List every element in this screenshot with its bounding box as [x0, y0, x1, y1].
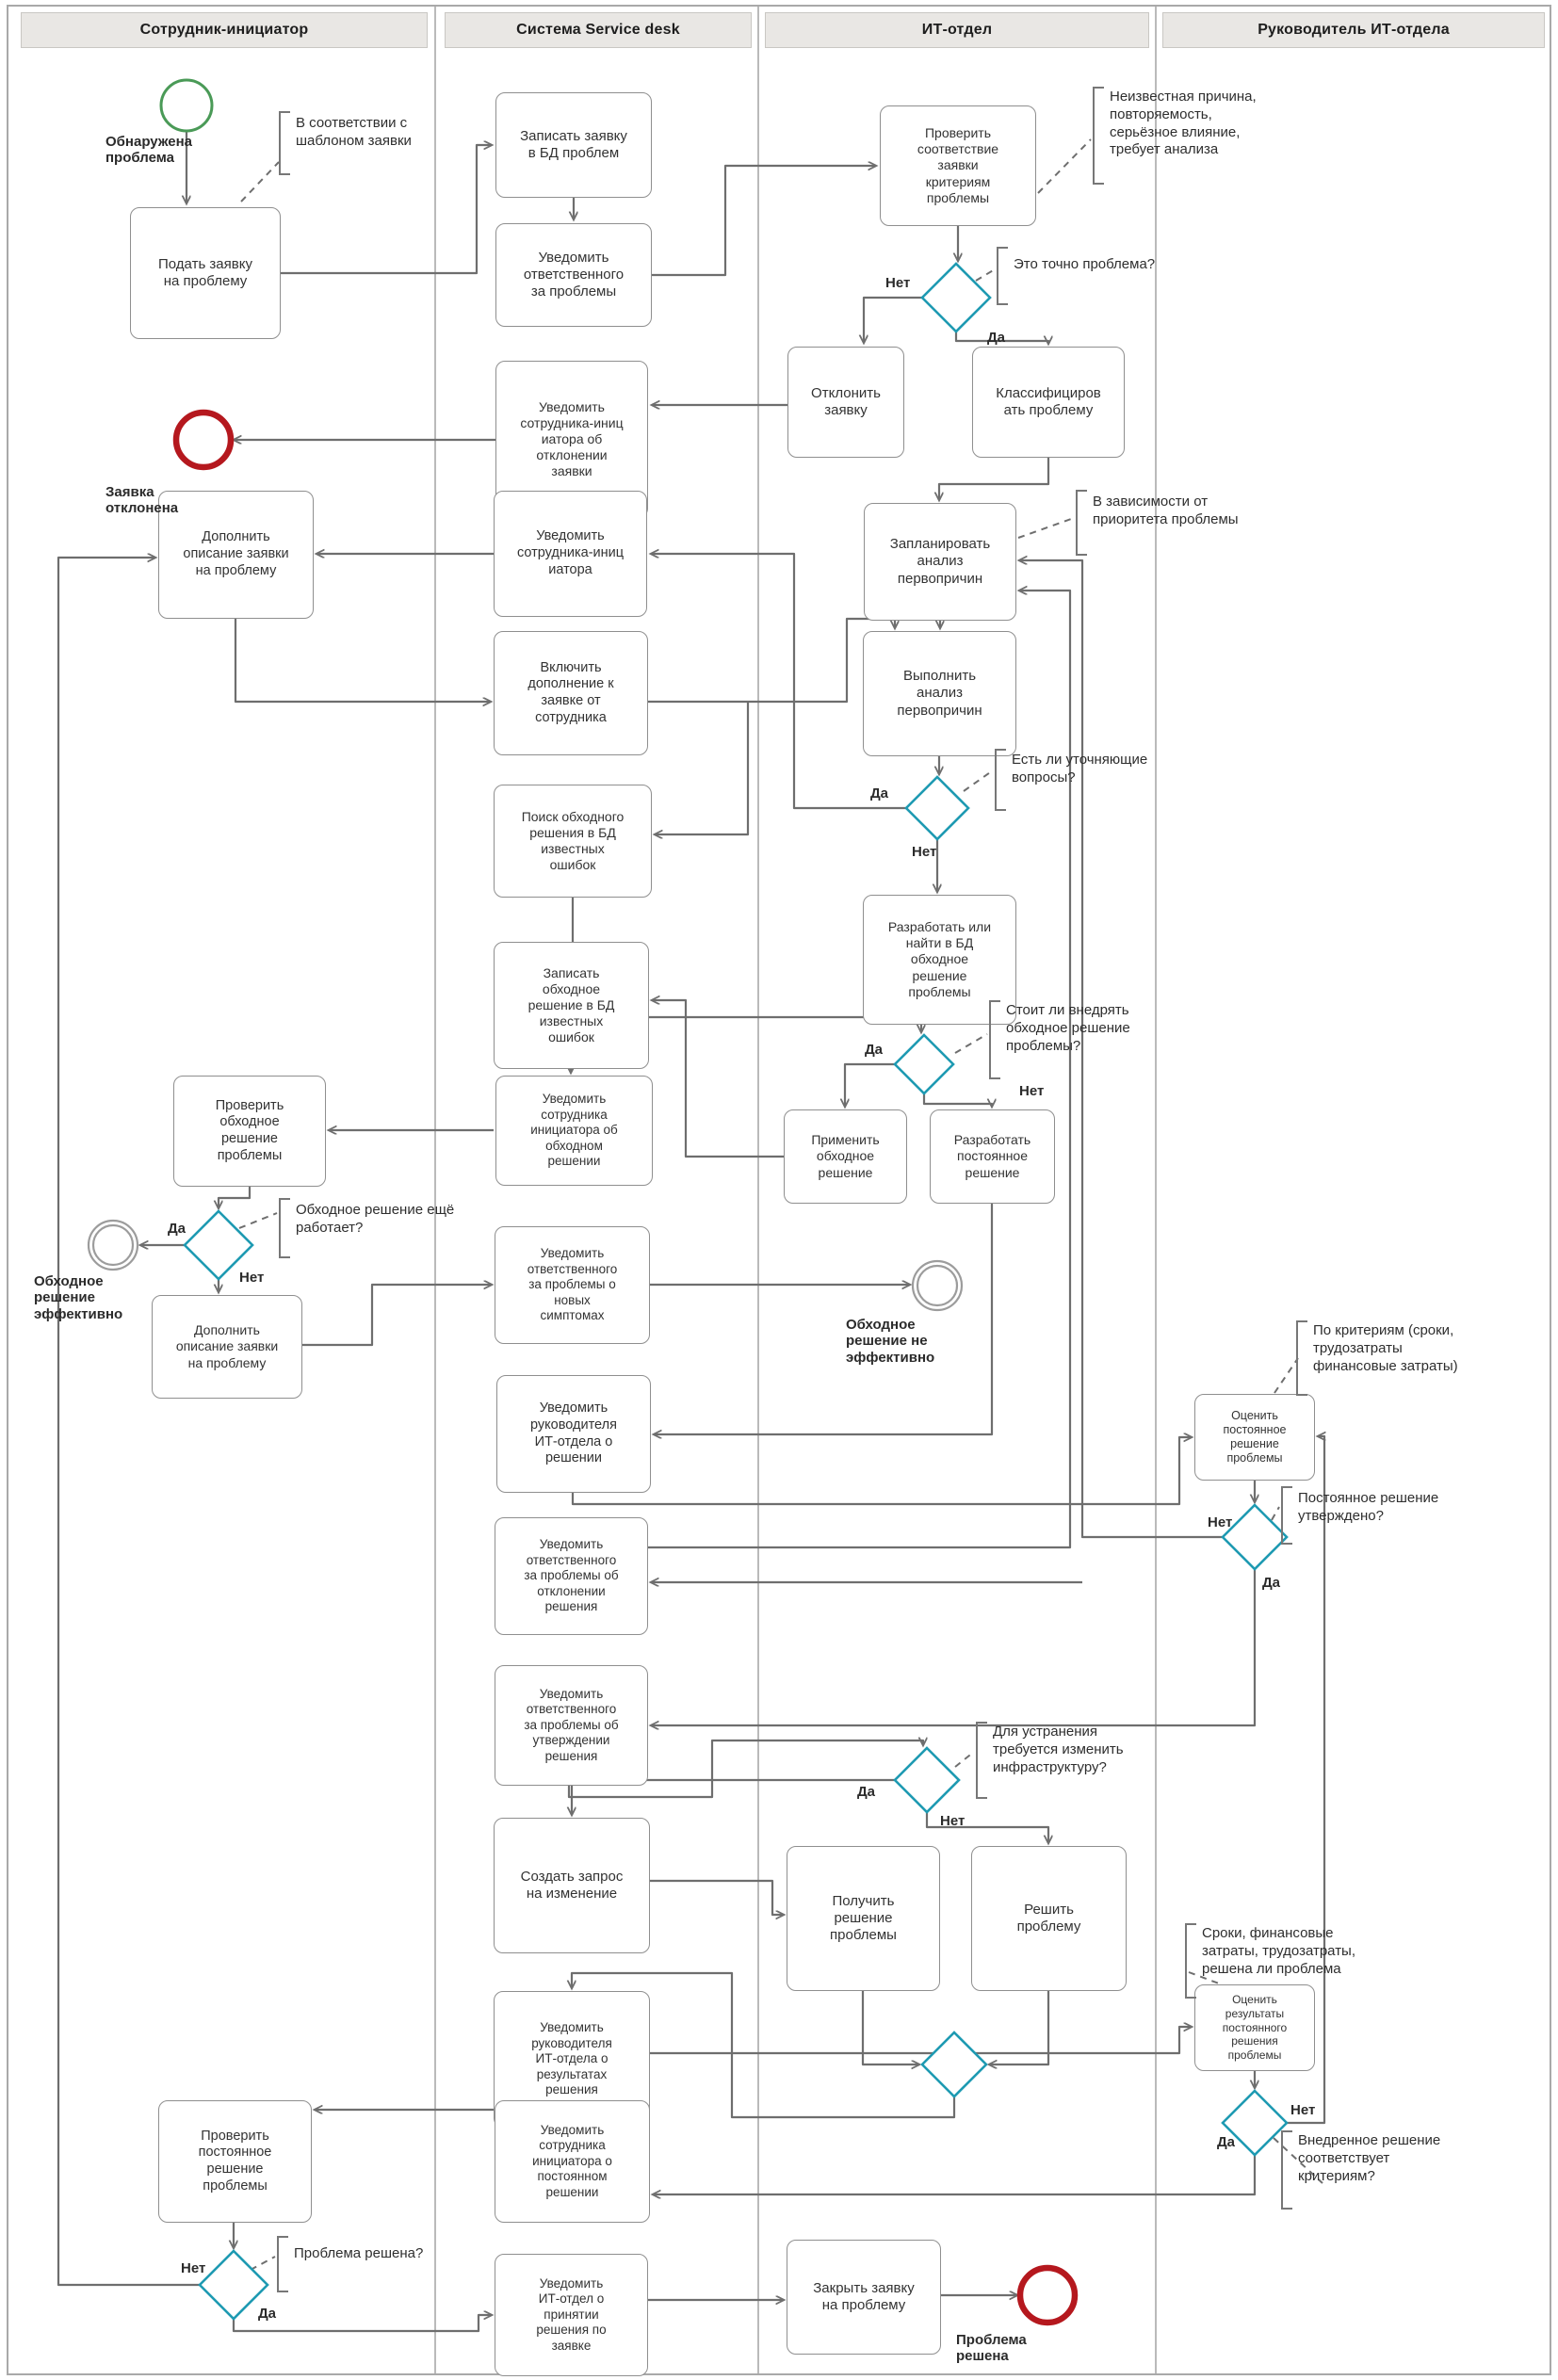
- task-submit-request: Подать заявку на проблему: [130, 207, 281, 339]
- end-workaround-ineffective-label: Обходное решение не эффективно: [846, 1317, 935, 1366]
- edge-label-нет: Нет: [1208, 1514, 1233, 1530]
- task-notify-it-acceptance: Уведомить ИТ-отдел о принятии решения по заявке: [495, 2254, 648, 2376]
- gw-change-infrastructure-gateway-icon: [895, 1748, 959, 1812]
- annotation-link-note-questions: [964, 770, 993, 791]
- annotation-link-note-really-problem: [976, 269, 995, 281]
- diagram-border: [8, 6, 1550, 2374]
- note-really-problem-bracket-icon: [997, 247, 1008, 305]
- flow-edge: [235, 619, 491, 702]
- flow-edge: [939, 458, 1048, 500]
- annotation-link-note-problem-solved: [251, 2257, 275, 2270]
- note-by-criteria-bracket-icon: [1296, 1320, 1307, 1396]
- note-worth-implementing: Стоит ли внедрять обходное решение проблемы?: [1006, 1002, 1130, 1054]
- end-workaround-effective-label: Обходное решение эффективно: [34, 1273, 123, 1322]
- edge-label-нет: Нет: [239, 1270, 265, 1286]
- end-workaround-effective-outer-circle-icon: [89, 1221, 138, 1270]
- note-by-criteria: По критериям (сроки, трудозатраты финансовые затраты): [1313, 1322, 1458, 1374]
- flow-edge: [653, 2155, 1255, 2194]
- annotation-link-note-solution-approved: [1272, 1507, 1279, 1520]
- edge-label-нет: Нет: [912, 844, 937, 860]
- edge-label-да: Да: [1217, 2134, 1236, 2150]
- annotation-link-note-still-works: [239, 1213, 277, 1228]
- flow-edge: [648, 619, 895, 702]
- edge-label-да: Да: [168, 1221, 187, 1237]
- note-still-works: Обходное решение ещё работает?: [296, 1202, 455, 1236]
- annotation-link-note-problem-criteria: [1038, 139, 1091, 193]
- gw-merge-gateway-icon: [922, 2032, 986, 2097]
- task-include-supplement: Включить дополнение к заявке от сотрудника: [494, 631, 648, 755]
- flow-edge: [281, 145, 492, 273]
- note-meets-criteria: Внедренное решение соответствует критериям?: [1298, 2132, 1441, 2184]
- annotation-link-note-by-criteria: [1274, 1358, 1298, 1393]
- flow-edge: [302, 1285, 492, 1345]
- note-really-problem: Это точно проблема?: [1014, 256, 1156, 272]
- note-priority: В зависимости от приоритета проблемы: [1093, 494, 1239, 527]
- end-problem-solved-label: Проблема решена: [956, 2332, 1027, 2365]
- note-meets-criteria-bracket-icon: [1281, 2130, 1292, 2210]
- task-supplement-request-2: Дополнить описание заявки на проблему: [152, 1295, 302, 1399]
- note-template-bracket-icon: [279, 111, 290, 175]
- task-notify-responsible: Уведомить ответственного за проблемы: [495, 223, 652, 327]
- task-perform-analysis: Выполнить анализ первопричин: [863, 631, 1016, 756]
- end-workaround-ineffective-outer-circle-icon: [913, 1261, 962, 1310]
- task-plan-analysis: Запланировать анализ первопричин: [864, 503, 1016, 621]
- note-problem-solved: Проблема решена?: [294, 2245, 424, 2261]
- note-solution-approved: Постоянное решение утверждено?: [1298, 1490, 1439, 1524]
- note-infrastructure-bracket-icon: [976, 1722, 987, 1799]
- flow-edge: [650, 1881, 784, 1915]
- flow-edge: [573, 1437, 1192, 1504]
- end-problem-solved-circle-icon: [1020, 2268, 1075, 2323]
- note-problem-solved-bracket-icon: [277, 2236, 288, 2292]
- flow-edge: [845, 1064, 895, 1107]
- edge-label-нет: Нет: [940, 1813, 966, 1829]
- flow-edge: [652, 1000, 784, 1157]
- edge-label-да: Да: [870, 785, 889, 801]
- end-request-declined-circle-icon: [176, 413, 231, 467]
- task-check-workaround: Проверить обходное решение проблемы: [173, 1076, 326, 1187]
- task-notify-head-results: Уведомить руководителя ИТ-отдела о результатах решения: [494, 1991, 650, 2128]
- note-problem-criteria: Неизвестная причина, повторяемость, серьёзное влияние, требует анализа: [1110, 89, 1257, 158]
- task-notify-head-solution: Уведомить руководителя ИТ-отдела о решении: [496, 1375, 651, 1493]
- task-apply-workaround: Применить обходное решение: [784, 1109, 907, 1204]
- start-problem-detected-circle-icon: [161, 80, 212, 131]
- flow-edge: [924, 1093, 992, 1107]
- note-worth-implementing-bracket-icon: [989, 1000, 1000, 1079]
- task-decline-request: Отклонить заявку: [787, 347, 904, 458]
- flow-edge: [655, 702, 748, 834]
- task-close-request: Закрыть заявку на проблему: [787, 2240, 941, 2355]
- task-notify-initiator-permanent: Уведомить сотрудника инициатора о постоянном решении: [495, 2100, 650, 2223]
- note-costs-bracket-icon: [1185, 1923, 1196, 1999]
- gw-implement-workaround-gateway-icon: [895, 1035, 953, 1093]
- start-problem-detected-label: Обнаружена проблема: [105, 134, 193, 167]
- flow-edge: [864, 298, 922, 343]
- note-questions: Есть ли уточняющие вопросы?: [1012, 752, 1148, 785]
- task-verify-criteria: Проверить соответствие заявки критериям проблемы: [880, 105, 1036, 226]
- task-notify-new-symptoms: Уведомить ответственного за проблемы о новых симптомах: [495, 1226, 650, 1344]
- edge-label-нет: Нет: [885, 275, 911, 291]
- edge-label-да: Да: [857, 1784, 876, 1800]
- edge-label-нет: Нет: [181, 2260, 206, 2276]
- lane-header-it-head: Руководитель ИТ-отдела: [1162, 12, 1545, 48]
- task-classify-problem: Классифициров ать проблему: [972, 347, 1125, 458]
- lane-header-it-department: ИТ-отдел: [765, 12, 1149, 48]
- edge-label-да: Да: [987, 330, 1006, 346]
- task-record-request: Записать заявку в БД проблем: [495, 92, 652, 198]
- task-notify-initiator-workaround: Уведомить сотрудника инициатора об обходном решении: [495, 1076, 653, 1186]
- edge-label-нет: Нет: [1019, 1083, 1045, 1099]
- end-request-declined-label: Заявка отклонена: [105, 484, 179, 517]
- task-develop-permanent: Разработать постоянное решение: [930, 1109, 1055, 1204]
- flow-edge: [651, 1569, 1255, 1725]
- note-questions-bracket-icon: [995, 749, 1006, 811]
- note-priority-bracket-icon: [1076, 490, 1087, 556]
- task-notify-solution-approved: Уведомить ответственного за проблемы об утверждении решения: [495, 1665, 648, 1786]
- note-costs: Сроки, финансовые затраты, трудозатраты, решена ли проблема: [1202, 1925, 1356, 1977]
- task-notify-initiator: Уведомить сотрудника-иниц иатора: [494, 491, 647, 617]
- task-create-change-request: Создать запрос на изменение: [494, 1818, 650, 1953]
- task-search-workaround: Поиск обходного решения в БД известных ошибок: [494, 785, 652, 898]
- task-supplement-request-1: Дополнить описание заявки на проблему: [158, 491, 314, 619]
- annotation-link-note-infrastructure: [955, 1752, 974, 1767]
- note-problem-criteria-bracket-icon: [1093, 87, 1104, 185]
- note-infrastructure: Для устранения требуется изменить инфраструктуру?: [993, 1724, 1124, 1775]
- annotation-link-note-priority: [1018, 518, 1074, 538]
- task-check-permanent: Проверить постоянное решение проблемы: [158, 2100, 312, 2223]
- note-template: В соответствии с шаблоном заявки: [296, 115, 412, 149]
- task-get-solution: Получить решение проблемы: [787, 1846, 940, 1991]
- edge-label-да: Да: [258, 2306, 277, 2322]
- edge-label-да: Да: [865, 1042, 884, 1058]
- note-still-works-bracket-icon: [279, 1198, 290, 1258]
- task-notify-solution-declined: Уведомить ответственного за проблемы об отклонении решения: [495, 1517, 648, 1635]
- task-record-workaround: Записать обходное решение в БД известных ошибок: [494, 942, 649, 1069]
- lane-header-employee-initiator: Сотрудник-инициатор: [21, 12, 428, 48]
- task-solve-problem: Решить проблему: [971, 1846, 1127, 1991]
- note-solution-approved-bracket-icon: [1281, 1486, 1292, 1545]
- task-evaluate-results: Оценить результаты постоянного решения проблемы: [1194, 1984, 1315, 2071]
- flow-edge: [652, 166, 876, 275]
- annotation-link-note-template: [241, 162, 279, 202]
- task-develop-workaround: Разработать или найти в БД обходное решение проблемы: [863, 895, 1016, 1025]
- edge-label-да: Да: [1262, 1575, 1281, 1591]
- edge-label-нет: Нет: [1290, 2102, 1316, 2118]
- gw-is-problem-gateway-icon: [922, 264, 990, 332]
- flow-edge: [58, 558, 200, 2285]
- task-notify-initiator-decline: Уведомить сотрудника-иниц иатора об отклонении заявки: [495, 361, 648, 518]
- annotation-link-note-worth-implementing: [955, 1034, 987, 1053]
- lane-header-service-desk-system: Система Service desk: [445, 12, 752, 48]
- gw-clarifying-questions-gateway-icon: [906, 777, 968, 839]
- task-evaluate-permanent: Оценить постоянное решение проблемы: [1194, 1394, 1315, 1481]
- flow-edge: [219, 1187, 250, 1208]
- flow-edge: [654, 1204, 992, 1434]
